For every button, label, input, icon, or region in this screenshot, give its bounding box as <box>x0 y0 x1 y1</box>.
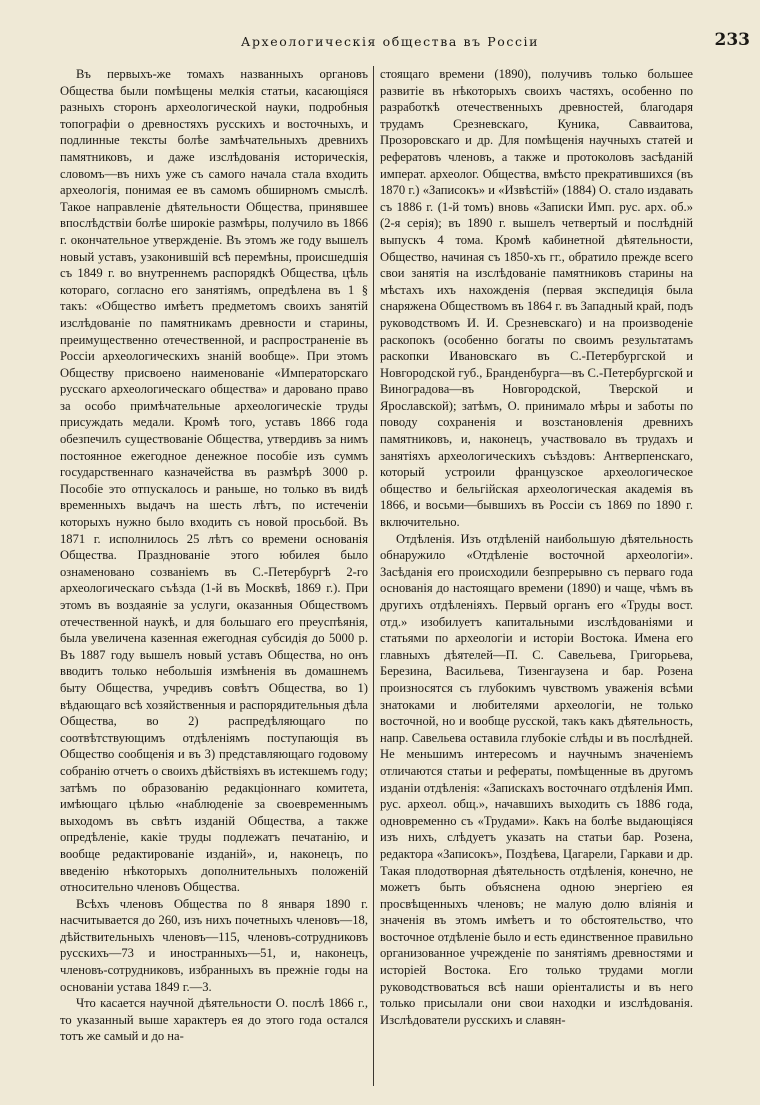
paragraph: Что касается научной дѣятельности О. послѣ 1866 г., то указанный выше характеръ ея до этого года остался тотъ же самый и до на- <box>60 996 368 1044</box>
page-header <box>60 30 750 54</box>
right-column <box>380 66 693 1028</box>
paragraph: Въ первыхъ-же томахъ названныхъ органовъ Общества были помѣщены мелкія статьи, касающіяся разныхъ сторонъ археологической науки, подробныя топографіи о древностяхъ русскихъ и восточныхъ, и подлинные тексты болѣе замѣчательныхъ древнихъ памятниковъ, и даже изслѣдованія историческія, словомъ—въ нихъ уже съ самого начала стала входить археологія, понимая ее въ самомъ обширномъ смыслѣ. Такое направленіе дѣятельности Общества, принявшее впослѣдствіи болѣе широкіе размѣры, получило въ 1866 г. окончательное утвержденіе. Въ этомъ же году вышелъ новый уставъ, узаконившій всѣ перемѣны, происшедшія съ 1849 г. во внутреннемъ распорядкѣ Общества, цѣль котораго, согласно его занятіямъ, опредѣлена въ 1 § такъ: «Общество имѣетъ предметомъ своихъ занятій изслѣдованіе по памятникамъ древности и старины, преимущественно отечественной, и распространеніе въ Россіи археологическихъ знаній вообще». При этомъ Обществу присвоено наименованіе «Императорскаго русскаго археологическаго общества» и даровано право за особо примѣчательные археологическіе труды присуждать медали. Кромѣ того, уставъ 1866 года обезпечилъ существованіе Общества, утвердивъ за нимъ постоянное ежегодное денежное пособіе изъ суммъ государственнаго казначейства въ размѣрѣ 3000 р. Пособіе это отпускалось и раньше, но только въ видѣ временныхъ выдачъ на шесть лѣтъ, по истеченіи которыхъ нужно было входить съ новой просьбой. Въ 1871 г. исполнилось 25 лѣтъ со времени основанія Общества. Празднованіе этого юбилея было ознаменовано созваніемъ въ С.-Петербургѣ 2-го археологическаго съѣзда (1-й въ Москвѣ, 1869 г.). При этомъ въ воздаяніе за услуги, оказанныя Обществомъ отечественной наукѣ, и для большаго его преуспѣянія, была увеличена казенная ежегодная субсидія до 5000 р. Въ 1887 году вышелъ новый уставъ Общества, но онъ вводитъ только небольшія измѣненія въ домашнемъ быту Общества, учредивъ совѣтъ Общества, во 1) вѣдающаго всѣ хозяйственныя и распорядительныя дѣла Общества, во 2) распредѣляющаго по соотвѣтствующимъ отдѣленіямъ поступающія въ Общество сообщенія и въ 3) представляющаго годовому собранію отчетъ о своихъ дѣйствіяхъ въ истекшемъ году; затѣмъ по образованію редакціоннаго комитета, имѣющаго цѣлью «наблюденіе за своевременнымъ выходомъ въ свѣтъ изданій Общества, а также опредѣленіе, какіе труды подлежатъ печатанію, и вообще редактированіе изданій», и, наконецъ, по введенію нѣкоторыхъ дополнительныхъ положеній относительно членовъ Общества. <box>60 67 368 895</box>
left-column <box>60 66 368 1045</box>
running-title: Археологическія общества въ Россіи <box>240 34 540 49</box>
paragraph: Всѣхъ членовъ Общества по 8 января 1890 г. насчитывается до 260, изъ нихъ почетныхъ членовъ—18, дѣйствительныхъ членовъ—115, членовъ-сотрудниковъ русскихъ—73 и иностранныхъ—51, и, наконецъ, членовъ-сотрудниковъ, избранныхъ въ прежніе годы на основаніи устава 1849 г.—3. <box>60 896 368 994</box>
paragraph-continuation: стоящаго времени (1890), получивъ только большее развитіе въ нѣкоторыхъ своихъ частяхъ, особенно по разработкѣ отечественныхъ древностей, благодаря трудамъ Срезневскаго, Куника, Савваитова, Прозоровскаго и др. Для помѣщенія научныхъ статей и рефератовъ членовъ, а также и протоколовъ засѣданій императ. археолог. Общества, вмѣсто прекратившихся (въ 1870 г.) «Записокъ» и «Извѣстій» (1884) О. стало издавать съ 1886 г. (1-й томъ) вновь «Записки Имп. рус. арх. об.» (2-я серія); въ 1890 г. вышелъ четвертый и послѣдній выпускъ 4 тома. Кромѣ кабинетной дѣятельности, Общество, начиная съ 1850-хъ гг., обратило прежде всего свои занятія на изслѣдованіе памятниковъ старины на мѣстахъ ихъ нахожденія (первая экспедиція была снаряжена Обществомъ въ 1864 г. въ Западный край, подъ руководствомъ И. И. Срезневскаго) и на производеніе раскопокъ (особенно богаты по своимъ результатамъ раскопки Ивановскаго въ С.-Петербургской и Новгородской губ., Бранденбурга—въ С.-Петербургской и Виноградова—въ Новгородской, Тверской и Ярославской); затѣмъ, О. принимало мѣры и заботы по поводу сохраненія и возстановленія древнихъ памятниковъ, и, наконецъ, участвовало въ трудахъ и занятіяхъ археологическихъ съѣздовъ: Антверпенскаго, который устроили французское археологическое общество и бельгійская археологическая академія въ 1866, и восьми—бывшихъ въ Россіи съ 1869 по 1890 г. включительно. <box>380 67 693 530</box>
page-number: 233 <box>714 30 750 50</box>
column-divider <box>373 66 374 1086</box>
paragraph: Отдѣленія. Изъ отдѣленій наибольшую дѣятельность обнаружило «Отдѣленіе восточной археологіи». Засѣданія его происходили безпрерывно съ перваго года основанія до настоящаго времени (1890) и чаще, чѣмъ въ другихъ отдѣленіяхъ. Первый органъ его «Труды вост. отд.» изобилуетъ капитальными изслѣдованіями и статьями по археологіи и исторіи Востока. Имена его главныхъ дѣятелей—П. С. Савельева, Григорьева, Березина, Васильева, Тизенгаузена и бар. Розена произносятся съ глубокимъ чувствомъ уваженія всѣми знатоками и любителями археологіи, не только восточной, но и вообще русской, такъ какъ дѣятельность, напр. Савельева оставила глубокіе слѣды и въ послѣдней. Не меньшимъ интересомъ и научнымъ значеніемъ отличаются статьи и рефераты, помѣщенные въ другомъ изданіи отдѣленія: «Запискахъ восточнаго отдѣленія Имп. рус. археол. общ.», начавшихъ выходить съ 1886 года, одновременно съ «Трудами». Какъ на болѣе выдающіяся изъ нихъ, слѣдуетъ указать на статьи бар. Розена, редактора «Записокъ», Поздѣева, Цагарели, Гаркави и др. Такая плодотворная дѣятельность отдѣленія, конечно, не можетъ быть объяснена одною энергіею ея просвѣщенныхъ членовъ; не малую долю вліянія и значенія въ этомъ имѣетъ и то обстоятельство, что восточное отдѣленіе было и есть единственное правильно организованное учрежденіе по занятіямъ древностями и исторіей Востока. Его только трудами могли руководствоваться всѣ наши оріенталисты и въ него только присылали они свои находки и изслѣдованія. Изслѣдователи русскихъ и славян- <box>380 531 693 1027</box>
